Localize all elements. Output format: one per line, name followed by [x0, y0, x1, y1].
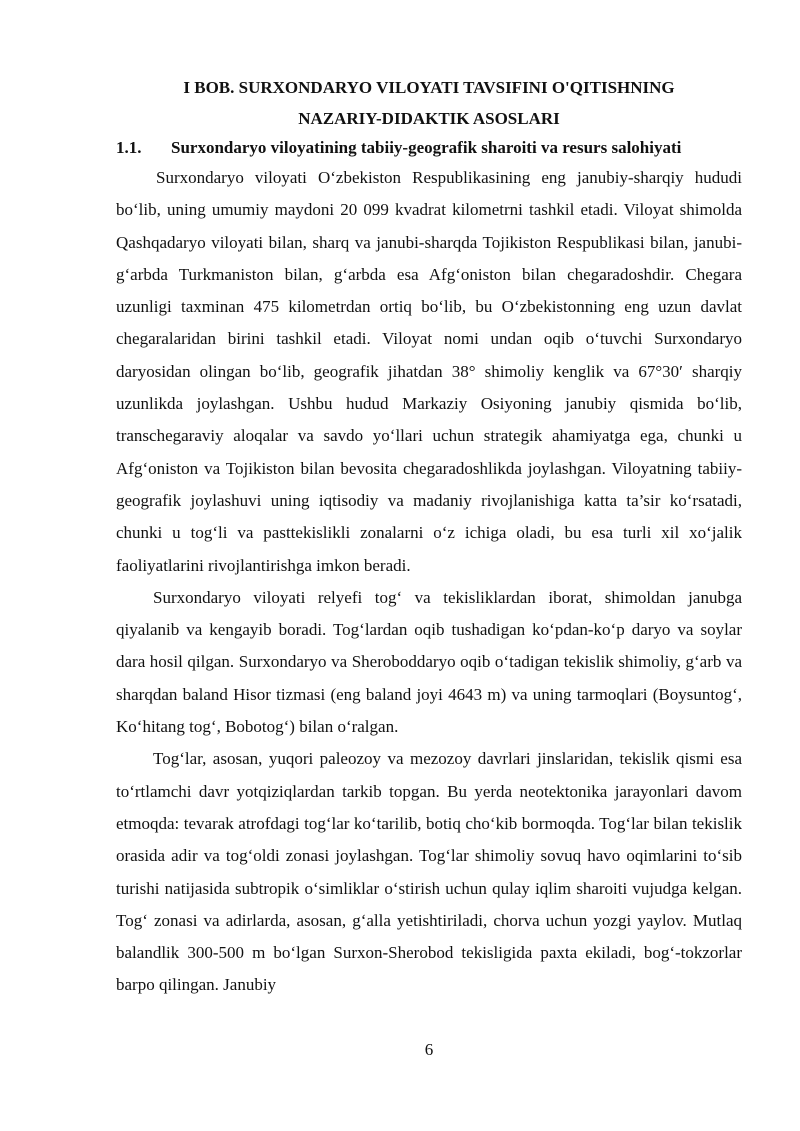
body-paragraph: Surxondaryo viloyati relyefi tog‘ va tekisliklardan iborat, shimoldan janubga qiyalanib va kengayib boradi. Tog‘lardan oqib tushadigan ko‘pdan-ko‘p daryo va soylar dara hosil qilgan. Surxondaryo va Sheroboddaryo oqib o‘tadigan tekislik shimoliy, g‘arb va sharqdan baland Hisor tizmasi (eng baland joyi 4643 m) va uning tarmoqlari (Boysuntog‘, Ko‘hitang tog‘, Bobotog‘) bilan o‘ralgan.	[116, 587, 742, 737]
body-paragraph: Tog‘lar, asosan, yuqori paleozoy va mezozoy davrlari jinslaridan, tekislik qismi esa to‘rtlamchi davr yotqiziqlardan tarkib topgan. Bu yerda neotektonika jarayonlari davom etmoqda: tevarak atrofdagi tog‘lar ko‘tarilib, botiq cho‘kib bormoqda. Tog‘lar bilan tekislik orasida adir va tog‘oldi zonasi joylashgan. Tog‘lar shimoliy sovuq havo oqimlarini to‘sib turishi natijasida subtropik o‘simliklar o‘stirish uchun qulay iqlim sharoiti vujudga kelgan. Tog‘ zonasi va adirlarda, asosan, g‘alla yetishtiriladi, chorva uchun yozgi yaylov. Mutlaq balandlik 300-500 m bo‘lgan Surxon-Sherobod tekisligida paxta ekiladi, bog‘-tokzorlar barpo qilingan. Janubiy	[116, 749, 742, 995]
body-paragraph: Surxondaryo viloyati O‘zbekiston Respublikasining eng janubiy-sharqiy hududi bo‘lib, uning umumiy maydoni 20 099 kvadrat kilometrni tashkil etadi. Viloyat shimolda Qashqadaryo viloyati bilan, sharq va janubi-sharqda Tojikiston Respublikasi bilan, janubi-g‘arbda Turkmaniston bilan, g‘arbda esa Afg‘oniston bilan chegaradoshdir. Chegara uzunligi taxminan 475 kilometrdan ortiq bo‘lib, bu O‘zbekistonning eng uzun davlat chegaralaridan birini tashkil etadi. Viloyat nomi undan oqib o‘tuvchi Surxondaryo daryosidan olingan bo‘lib, geografik jihatdan 38° shimoliy kenglik va 67°30′ sharqiy uzunlikda joylashgan. Ushbu hudud Markaziy Osiyoning janubiy qismida bo‘lib, transchegaraviy aloqalar va savdo yo‘llari uchun strategik ahamiyatga ega, chunki u Afg‘oniston va Tojikiston bilan bevosita chegaradoshlikda joylashgan. Viloyatning tabiiy-geografik joylashuvi uning iqtisodiy va madaniy rivojlanishiga katta ta’sir ko‘rsatadi, chunki u tog‘li va pasttekislikli zonalarni o‘z ichiga oladi, bu esa turli xil xo‘jalik faoliyatlarini rivojlantirishga imkon beradi.	[116, 168, 742, 575]
section-title: Surxondaryo viloyatining tabiiy-geografik sharoiti va resurs salohiyati	[171, 138, 682, 157]
section-heading	[116, 134, 742, 162]
page-number: 6	[424, 1040, 434, 1059]
chapter-title-line-1: I BOB. SURXONDARYO VILOYATI TAVSIFINI O'QITISHNING	[183, 78, 675, 97]
chapter-title-line-2: NAZARIY-DIDAKTIK ASOSLARI	[298, 108, 560, 128]
section-number: 1.1.	[116, 138, 142, 157]
